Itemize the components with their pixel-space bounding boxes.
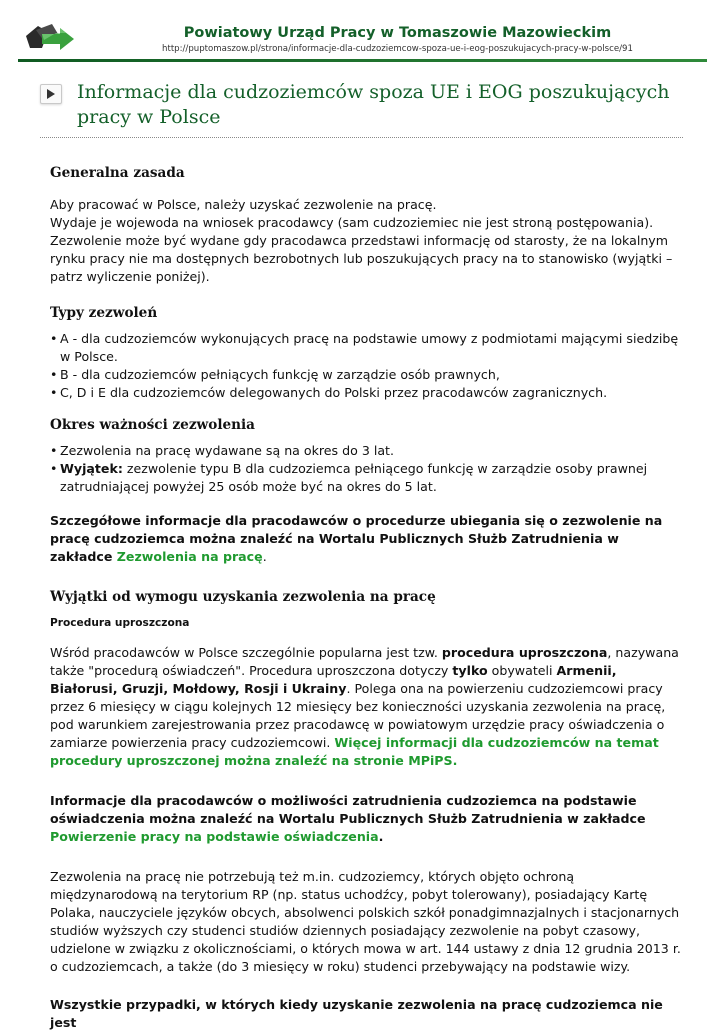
permits-link[interactable]: Zezwolenia na pracę [116,549,263,564]
list-item: • Zezwolenia na pracę wydawane są na okres do 3 lat. [60,442,682,460]
page-url: http://puptomaszow.pl/strona/informacje-dla-cudzoziemcow-spoza-ue-i-eog-poszukujacych-pracy-w-polsce/91 [162,44,633,54]
exception-label: Wyjątek: [60,461,123,476]
page-title: Informacje dla cudzoziemców spoza UE i EOG poszukujących pracy w Polsce [77,81,670,128]
general-line2: Wydaje je wojewoda na wniosek pracodawcy (sam cudzoziemiec nie jest stroną postępowania). [50,215,654,230]
logo-icon [26,22,76,56]
all-cases-paragraph: Wszystkie przypadki, w których kiedy uzyskanie zezwolenia na pracę cudzoziemca nie jest [50,997,663,1030]
arrow-right-icon [40,84,62,104]
exception-text: zezwolenie typu B dla cudzoziemca pełniącego funkcję w zarządzie osoby prawnej zatrudniającej powyżej 25 osób może być na okres do 5 lat. [60,461,648,494]
general-line3: Zezwolenie może być wydane gdy pracodawca przedstawi informację od starosty, że na lokalnym rynku pracy nie ma dostępnych bezrobotnych lub poszukujących pracy na to stanowisko (wyjątki – patrz wyliczenie poniżej). [50,233,673,284]
text-span: Armenii, Białorusi, Gruzji, Mołdowy, Rosji i Ukrainy [50,663,617,696]
details-paragraph [50,512,682,566]
text-span: tylko [452,663,488,678]
text-span: . Polega ona na powierzeniu cudzoziemcowi pracy przez 6 miesięcy w ciągu kolejnych 12 miesięcy bez konieczności uzyskania zezwolenia na pracę, pod warunkiem zarejestrowania przez pracodawcę w powiatowym urzędzie pracy oświadczenia o zamiarze powierzenia pracy cudzoziemcowi. [50,681,666,750]
list-item: • A - dla cudzoziemców wykonujących pracę na podstawie umowy z podmiotami mającymi siedzibę w Polsce. [60,330,682,366]
subheading-simplified: Procedura uproszczona [50,617,190,629]
heading-validity: Okres ważności zezwolenia [50,417,255,433]
statement-link[interactable]: Powierzenie pracy na podstawie oświadczenia [50,829,379,844]
site-header [0,0,725,64]
text-span: . [378,829,384,844]
title-divider [40,137,683,138]
header-divider [18,59,707,62]
text-span: Informacje dla pracodawców o możliwości zatrudnienia cudzoziemca na podstawie oświadczenia można znaleźć na Wortalu Publicznych Służb Zatrudnienia w zakładce [50,793,646,826]
text-span: obywateli [487,663,557,678]
no-permit-paragraph: Zezwolenia na pracę nie potrzebują też m.in. cudzoziemcy, których objęto ochroną międzynarodową na terytorium RP (np. status uchodźcy, pobyt tolerowany), posiadający Kartę Polaka, nauczyciele języków obcych, absolwenci polskich szkół ponadgimnazjalnych i stacjonarnych studiów wyższych czy studenci studiów dziennych posiadający zezwolenie na pobyt czasowy, udzielone w związku z okolicznościami, o których mowa w art. 144 ustawy z dnia 12 grudnia 2013 r. o cudzoziemcach, a także (do 3 miesięcy w roku) studenci przebywający na podstawie wizy. [50,869,681,974]
text-span: procedura uproszczona [441,645,608,660]
article-content [50,160,682,1032]
details-end: . [262,549,267,564]
details-text: Szczegółowe informacje dla pracodawców o procedurze ubiegania się o zezwolenie na pracę cudzoziemca można znaleźć na Wortalu Publicznych Służb Zatrudnienia w zakładce [50,513,663,564]
list-item: • C, D i E dla cudzoziemców delegowanych do Polski przez pracodawców zagranicznych. [60,384,682,402]
text-span: Wśród pracodawców w Polsce szczególnie popularna jest tzw. [50,645,442,660]
heading-exceptions: Wyjątki od wymogu uzyskania zezwolenia na pracę [50,589,436,605]
employers-paragraph [50,792,682,846]
site-title: Powiatowy Urząd Pracy w Tomaszowie Mazowieckim [183,25,612,41]
heading-types: Typy zezwoleń [50,305,158,321]
simplified-paragraph [50,644,682,770]
list-item [60,460,682,496]
mpips-link[interactable]: Więcej informacji dla cudzoziemców na temat procedury uproszczonej można znaleźć na stronie MPiPS. [50,735,659,768]
types-list [50,330,682,402]
heading-general: Generalna zasada [50,165,185,181]
general-line1: Aby pracować w Polsce, należy uzyskać zezwolenie na pracę. [50,197,437,212]
list-item: • B - dla cudzoziemców pełniących funkcję w zarządzie osób prawnych, [60,366,682,384]
validity-list [50,442,682,496]
text-span: , nazywana także "procedurą oświadczeń". Procedura uproszczona dotyczy [50,645,679,678]
